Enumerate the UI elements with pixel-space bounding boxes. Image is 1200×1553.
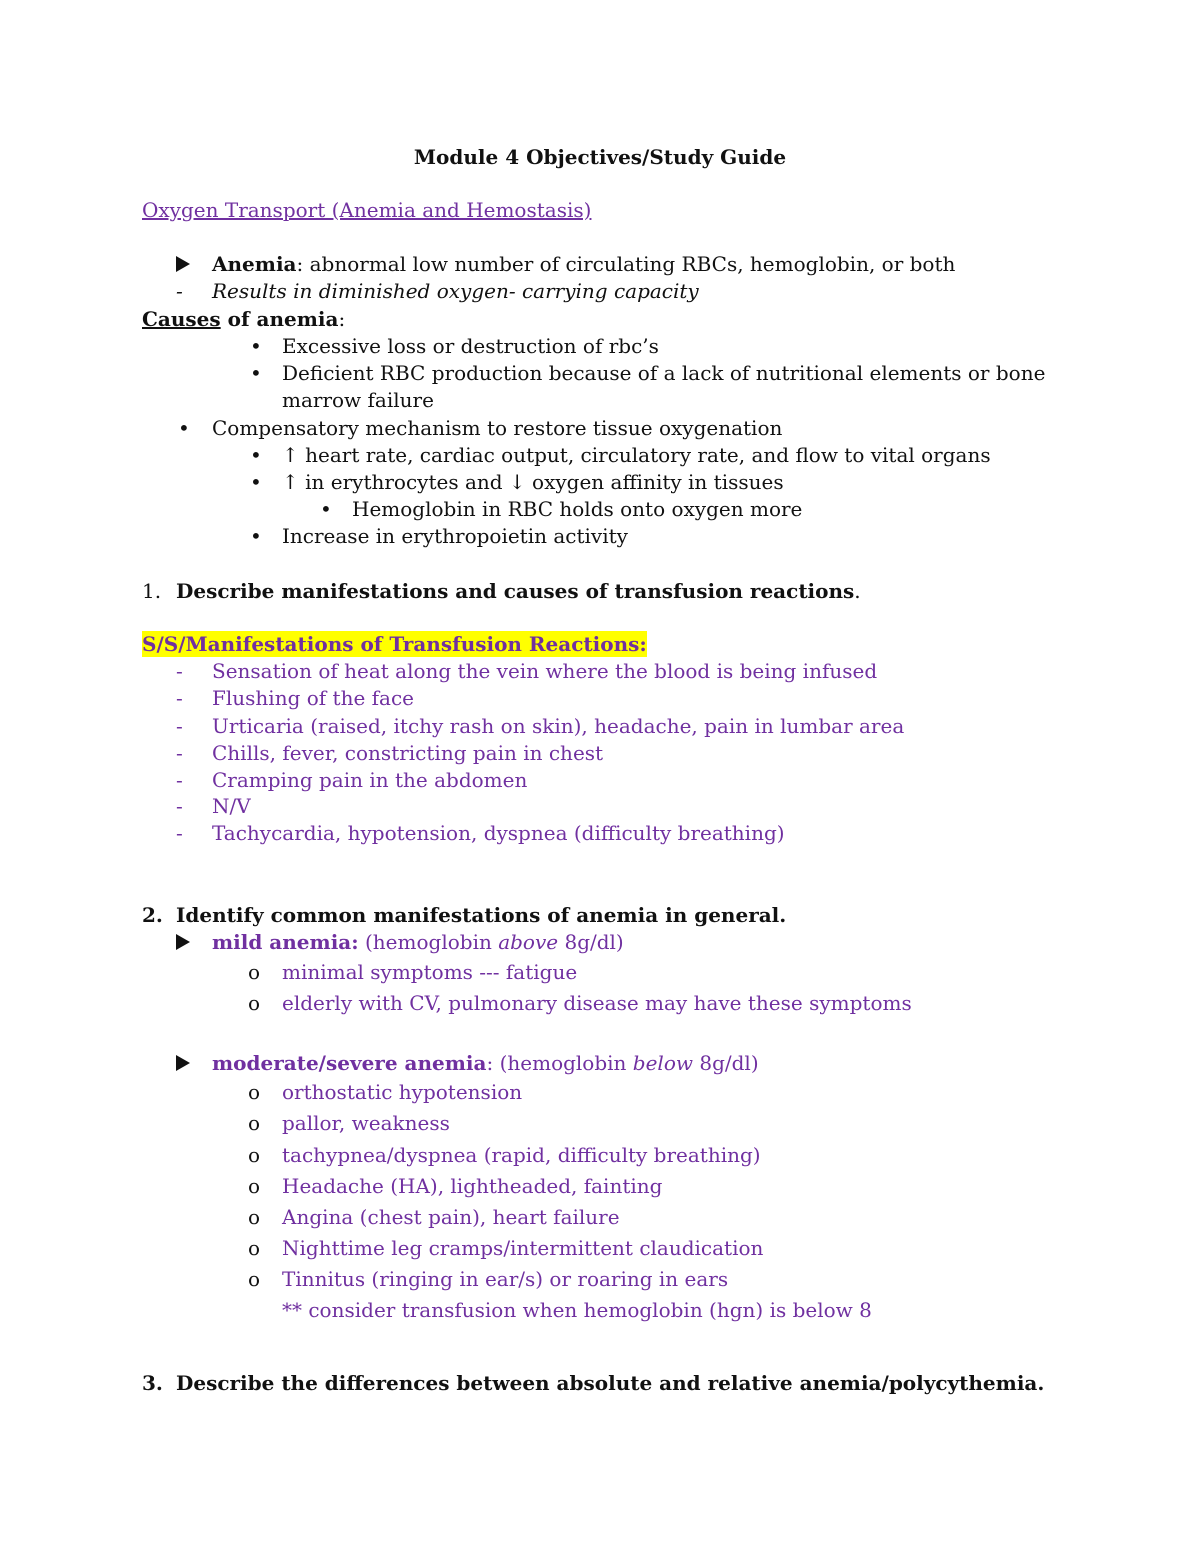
question-1 bbox=[176, 578, 861, 604]
compensatory-subitem: ↑ in erythrocytes and ↓ oxygen affinity in tissues bbox=[282, 470, 784, 494]
bullet-marker: • bbox=[250, 334, 262, 358]
cause-item-continued: marrow failure bbox=[282, 388, 434, 412]
bullet-marker: • bbox=[178, 416, 190, 440]
circle-marker: o bbox=[248, 1143, 261, 1167]
page-title: Module 4 Objectives/Study Guide bbox=[413, 145, 787, 169]
mild-anemia-post: 8g/dl) bbox=[558, 930, 624, 954]
moderate-item: Angina (chest pain), heart failure bbox=[282, 1205, 620, 1229]
transfusion-note: ** consider transfusion when hemoglobin (hgn) is below 8 bbox=[282, 1298, 872, 1322]
dash-marker: - bbox=[176, 821, 183, 845]
moderate-anemia-label: moderate/severe anemia bbox=[212, 1051, 487, 1075]
question-3: Describe the differences between absolute and relative anemia/polycythemia. bbox=[176, 1371, 1045, 1395]
mild-item: elderly with CV, pulmonary disease may have these symptoms bbox=[282, 991, 912, 1015]
transfusion-item: Flushing of the face bbox=[212, 686, 415, 710]
anemia-term: Anemia bbox=[212, 252, 297, 276]
dash-marker: - bbox=[176, 686, 183, 710]
anemia-text: abnormal low number of circulating RBCs, hemoglobin, or both bbox=[303, 252, 956, 276]
transfusion-item: Sensation of heat along the vein where the blood is being infused bbox=[212, 659, 878, 683]
circle-marker: o bbox=[248, 1236, 261, 1260]
mild-anemia-pre: (hemoglobin bbox=[358, 930, 499, 954]
circle-marker: o bbox=[248, 1205, 261, 1229]
moderate-item: Nighttime leg cramps/intermittent claudication bbox=[282, 1236, 764, 1260]
arrow-bullet-icon bbox=[176, 252, 190, 278]
circle-marker: o bbox=[248, 960, 261, 984]
dash-marker: - bbox=[176, 741, 183, 765]
compensatory-subsubitem: Hemoglobin in RBC holds onto oxygen more bbox=[352, 497, 803, 521]
bullet-marker: • bbox=[250, 470, 262, 494]
mild-anemia-label: mild anemia: bbox=[212, 930, 359, 954]
compensatory-subitem: Increase in erythropoietin activity bbox=[282, 524, 628, 548]
moderate-anemia-pre: : (hemoglobin bbox=[486, 1051, 633, 1075]
mild-anemia-emphasis: above bbox=[498, 930, 559, 954]
transfusion-item: N/V bbox=[212, 794, 251, 818]
question-number: 3. bbox=[142, 1371, 163, 1395]
question-1-end: . bbox=[854, 579, 861, 603]
circle-marker: o bbox=[248, 1267, 261, 1291]
arrow-bullet-icon bbox=[176, 930, 190, 956]
question-number: 1. bbox=[142, 579, 162, 603]
cause-item: Excessive loss or destruction of rbc’s bbox=[282, 334, 659, 358]
transfusion-item: Tachycardia, hypotension, dyspnea (difficulty breathing) bbox=[212, 821, 785, 845]
question-1-text: Describe manifestations and causes of transfusion reactions bbox=[176, 579, 855, 603]
circle-marker: o bbox=[248, 991, 261, 1015]
dash-marker: - bbox=[176, 794, 183, 818]
transfusion-item: Cramping pain in the abdomen bbox=[212, 768, 528, 792]
moderate-item: orthostatic hypotension bbox=[282, 1080, 523, 1104]
moderate-item: pallor, weakness bbox=[282, 1111, 450, 1135]
transfusion-item: Chills, fever, constricting pain in chest bbox=[212, 741, 604, 765]
anemia-definition bbox=[212, 251, 955, 277]
bullet-marker: • bbox=[320, 497, 332, 521]
causes-label-rest: of anemia bbox=[220, 307, 339, 331]
dash-marker: - bbox=[176, 714, 183, 738]
compensatory-subitem: ↑ heart rate, cardiac output, circulatory rate, and flow to vital organs bbox=[282, 443, 991, 467]
arrow-bullet-icon bbox=[176, 1051, 190, 1077]
dash-marker: - bbox=[176, 279, 183, 303]
circle-marker: o bbox=[248, 1080, 261, 1104]
moderate-anemia bbox=[212, 1050, 759, 1076]
cause-item: Deficient RBC production because of a lack of nutritional elements or bone bbox=[282, 361, 1046, 385]
bullet-marker: • bbox=[250, 361, 262, 385]
dash-marker: - bbox=[176, 768, 183, 792]
transfusion-heading: S/S/Manifestations of Transfusion Reactions: bbox=[142, 632, 647, 656]
bullet-marker: • bbox=[250, 443, 262, 467]
mild-anemia bbox=[212, 929, 624, 955]
section-heading: Oxygen Transport (Anemia and Hemostasis) bbox=[142, 198, 592, 222]
anemia-result: Results in diminished oxygen- carrying capacity bbox=[212, 279, 699, 303]
moderate-item: tachypnea/dyspnea (rapid, difficulty breathing) bbox=[282, 1143, 761, 1167]
circle-marker: o bbox=[248, 1174, 261, 1198]
moderate-anemia-post: 8g/dl) bbox=[693, 1051, 759, 1075]
moderate-item: Headache (HA), lightheaded, fainting bbox=[282, 1174, 663, 1198]
circle-marker: o bbox=[248, 1111, 261, 1135]
causes-heading bbox=[142, 306, 345, 332]
moderate-item: Tinnitus (ringing in ear/s) or roaring in ears bbox=[282, 1267, 729, 1291]
question-number: 2. bbox=[142, 903, 163, 927]
question-2: Identify common manifestations of anemia in general. bbox=[176, 903, 787, 927]
dash-marker: - bbox=[176, 659, 183, 683]
compensatory-item: Compensatory mechanism to restore tissue oxygenation bbox=[212, 416, 783, 440]
causes-label-underlined: Causes bbox=[142, 307, 221, 331]
moderate-anemia-emphasis: below bbox=[632, 1051, 693, 1075]
mild-item: minimal symptoms --- fatigue bbox=[282, 960, 578, 984]
bullet-marker: • bbox=[250, 524, 262, 548]
transfusion-item: Urticaria (raised, itchy rash on skin), headache, pain in lumbar area bbox=[212, 714, 905, 738]
anemia-sep: : bbox=[296, 252, 304, 276]
causes-colon: : bbox=[338, 307, 346, 331]
